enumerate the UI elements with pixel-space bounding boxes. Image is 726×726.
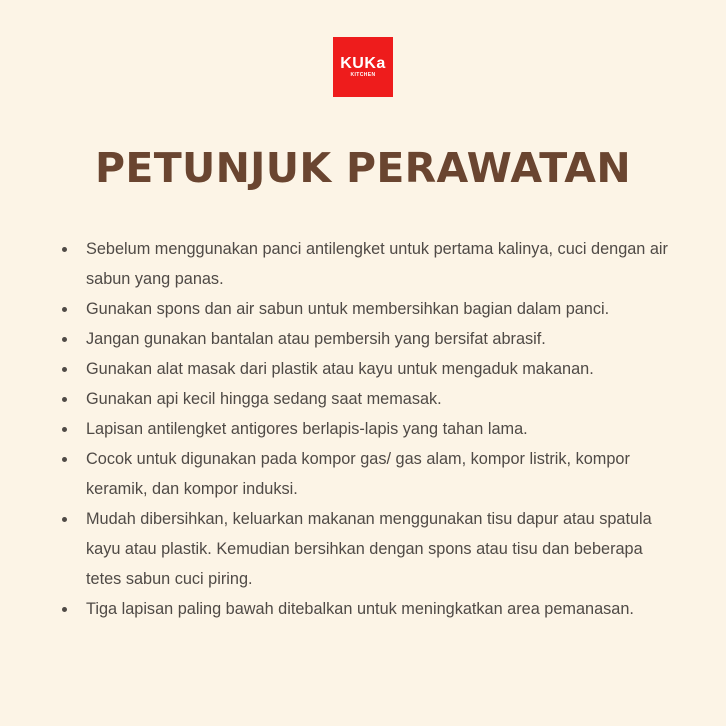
- page-title: PETUNJUK PERAWATAN: [95, 144, 631, 192]
- list-item: [62, 444, 682, 504]
- list-item-text: Mudah dibersihkan, keluarkan makanan menggunakan tisu dapur atau spatula kayu atau plastik. Kemudian bersihkan dengan spons atau tisu dan beberapa tetes sabun cuci piring.: [86, 510, 652, 588]
- bullet-icon: [62, 427, 67, 432]
- list-item-text: Gunakan api kecil hingga sedang saat memasak.: [86, 390, 442, 408]
- bullet-icon: [62, 397, 67, 402]
- list-item: [62, 384, 682, 414]
- list-item-text: Cocok untuk digunakan pada kompor gas/ gas alam, kompor listrik, kompor keramik, dan kompor induksi.: [86, 450, 630, 498]
- list-item-text: Jangan gunakan bantalan atau pembersih yang bersifat abrasif.: [86, 330, 546, 348]
- list-item: [62, 414, 682, 444]
- bullet-icon: [62, 367, 67, 372]
- kuka-kitchen-logo: [333, 37, 393, 97]
- bullet-icon: [62, 307, 67, 312]
- list-item-text: Lapisan antilengket antigores berlapis-lapis yang tahan lama.: [86, 420, 528, 438]
- list-item-text: Gunakan alat masak dari plastik atau kayu untuk mengaduk makanan.: [86, 360, 594, 378]
- list-item-text: Gunakan spons dan air sabun untuk membersihkan bagian dalam panci.: [86, 300, 610, 318]
- logo-subtitle: KITCHEN: [350, 72, 376, 78]
- list-item: [62, 504, 682, 594]
- bullet-icon: [62, 457, 67, 462]
- logo-wordmark: KUKa: [340, 55, 386, 72]
- bullet-icon: [62, 607, 67, 612]
- list-item: [62, 324, 682, 354]
- list-item: [62, 354, 682, 384]
- bullet-icon: [62, 517, 67, 522]
- list-item: [62, 294, 682, 324]
- bullet-icon: [62, 247, 67, 252]
- list-item-text: Sebelum menggunakan panci antilengket untuk pertama kalinya, cuci dengan air sabun yang panas.: [86, 240, 668, 288]
- care-instructions-list: [62, 234, 682, 624]
- list-item: [62, 594, 682, 624]
- list-item-text: Tiga lapisan paling bawah ditebalkan untuk meningkatkan area pemanasan.: [86, 600, 634, 618]
- list-item: [62, 234, 682, 294]
- bullet-icon: [62, 337, 67, 342]
